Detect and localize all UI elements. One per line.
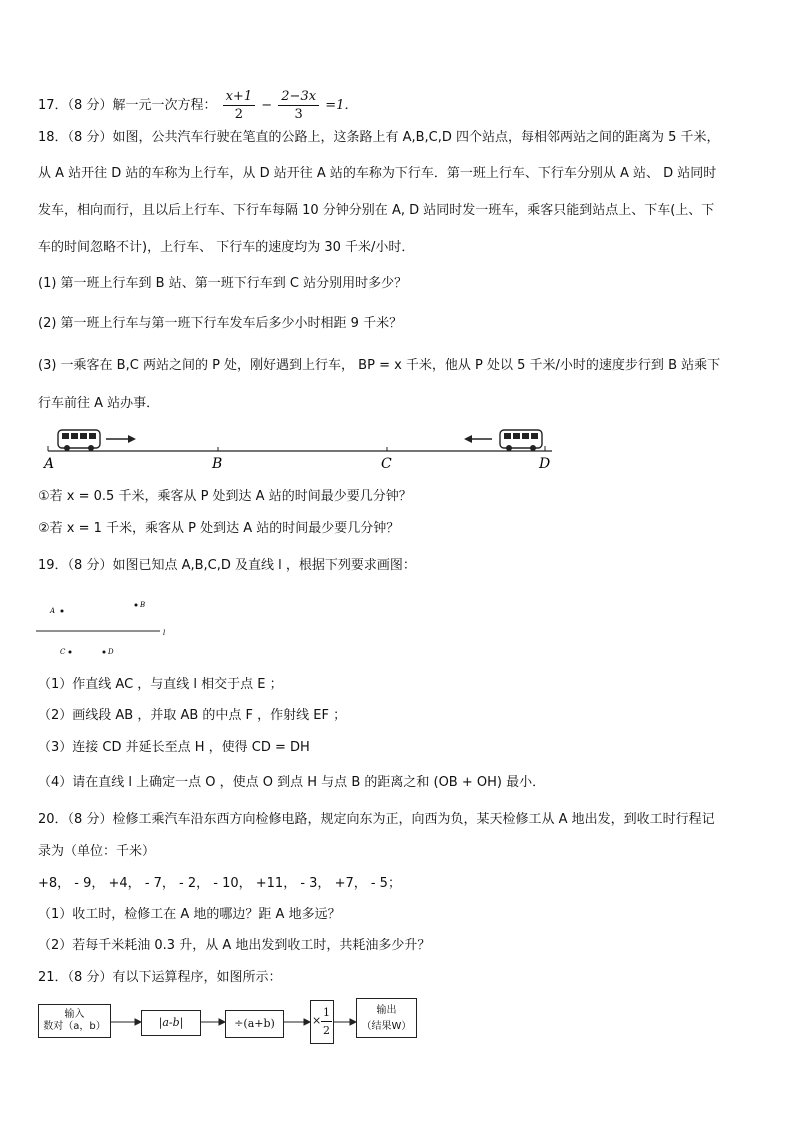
bus-icon-downward xyxy=(500,430,542,451)
q19-item-1: （1）作直线 AC ，与直线 l 相交于点 E ； xyxy=(38,677,283,692)
q19-intro: 19．（8 分）如图已知点 A,B,C,D 及直线 l ，根据下列要求画图： xyxy=(38,558,416,573)
point-a xyxy=(61,610,64,613)
flow-multiply-sign: × xyxy=(312,1014,322,1027)
flow-output-title: 输出 xyxy=(376,1005,397,1016)
q18-line-4: 车的时间忽略不计)，上行车、 下行车的速度均为 30 千米/小时． xyxy=(38,240,415,255)
point-b xyxy=(135,604,138,607)
q20-values: +8， - 9， +4， - 7， - 2， - 10， +11， - 3， +7， - 5； xyxy=(38,876,401,891)
q19-item-3: （3）连接 CD 并延长至点 H ，使得 CD = DH xyxy=(38,740,310,755)
q19-item-2: （2）画线段 AB ，并取 AB 的中点 F ，作射线 EF ； xyxy=(38,708,347,723)
flow-output-result: （结果W） xyxy=(361,1021,412,1032)
flow-half-fraction xyxy=(321,1004,332,1040)
q18-road-diagram xyxy=(40,424,560,474)
point-label-a: A xyxy=(50,607,56,615)
station-label-b: B xyxy=(212,456,223,472)
flow-input-pair: 数对（a，b） xyxy=(43,1021,106,1032)
q20-part-1: （1）收工时，检修工在 A 地的哪边？距 A 地多远？ xyxy=(38,907,341,922)
q18-part-3-line-2: 行车前往 A 站办事． xyxy=(38,396,160,411)
q17-prefix: 17．（8 分）解一元一次方程： xyxy=(38,98,217,113)
q17-rhs: =1． xyxy=(325,98,358,113)
q18-part-2: (2) 第一班上行车与第一班下行车发车后多少小时相距 9 千米？ xyxy=(38,316,403,331)
station-label-a: A xyxy=(44,456,55,472)
q17-fraction-2 xyxy=(278,88,319,123)
arrow-left-icon xyxy=(464,435,492,443)
station-label-c: C xyxy=(381,456,392,472)
point-label-b: B xyxy=(140,601,146,609)
q18-line-3: 发车，相向而行，且以后上行车、下行车每隔 10 分钟分别在 A, D 站同时发一班车，乘客只能到站点上、下车(上、下 xyxy=(38,203,715,218)
q20-part-2: （2）若每千米耗油 0.3 升，从 A 地出发到收工时，共耗油多少升？ xyxy=(38,938,431,953)
flow-input-box xyxy=(38,1004,111,1038)
q17-fraction-1 xyxy=(223,88,256,123)
point-d xyxy=(103,651,106,654)
q17-minus: − xyxy=(261,98,273,113)
q18-sub-2: ②若 x = 1 千米，乘客从 P 处到达 A 站的时间最少要几分钟？ xyxy=(38,521,400,536)
q18-sub-1: ①若 x = 0.5 千米，乘客从 P 处到达 A 站的时间最少要几分钟？ xyxy=(38,489,412,504)
station-label-d: D xyxy=(539,456,551,472)
q19-points-diagram xyxy=(36,596,176,658)
q18-part-3-line-1: (3) 一乘客在 B,C 两站之间的 P 处，刚好遇到上行车， BP = x 千米，他从 P 处以 5 千米/小时的速度步行到 B 站乘下 xyxy=(38,358,721,373)
q18-line-2: 从 A 站开往 D 站的车称为上行车，从 D 站开往 A 站的车称为下行车．第一班上行车、下行车分别从 A 站、 D 站同时 xyxy=(38,166,717,181)
point-label-c: C xyxy=(60,648,66,656)
q18-part-1: (1) 第一班上行车到 B 站、第一班下行车到 C 站分别用时多少？ xyxy=(38,276,408,291)
bus-icon-upward xyxy=(58,430,100,451)
q17-frac1-numerator: x+1 xyxy=(223,88,256,106)
q17-frac2-denominator: 3 xyxy=(294,107,303,122)
q17-frac1-denominator: 2 xyxy=(234,107,243,122)
q18-line-1: 18．（8 分）如图，公共汽车行驶在笔直的公路上，这条路上有 A,B,C,D 四个站点，每相邻两站之间的距离为 5 千米， xyxy=(38,130,720,145)
flow-half-denominator: 2 xyxy=(323,1024,330,1037)
q19-item-4: （4）请在直线 l 上确定一点 O ，使点 O 到点 H 与点 B 的距离之和 (OB + OH) 最小． xyxy=(38,775,546,790)
flow-output-box xyxy=(356,998,417,1038)
flow-input-title: 输入 xyxy=(64,1009,85,1020)
flow-abs-box xyxy=(141,1010,201,1036)
q20-line-2: 录为（单位：千米） xyxy=(38,844,156,859)
q17-frac2-numerator: 2−3x xyxy=(278,88,319,106)
arrow-right-icon xyxy=(106,435,136,443)
q17-equation xyxy=(38,88,357,123)
flow-half-numerator: 1 xyxy=(321,1004,332,1022)
point-c xyxy=(69,651,72,654)
q21-intro: 21．（8 分）有以下运算程序，如图所示： xyxy=(38,970,282,985)
flow-divide-box xyxy=(225,1010,284,1038)
point-label-d: D xyxy=(108,648,114,656)
q20-line-1: 20．（8 分）检修工乘汽车沿东西方向检修电路，规定向东为正，向西为负，某天检修工从 A 地出发，到收工时行程记 xyxy=(38,812,715,827)
flow-multiply-box xyxy=(310,1000,334,1044)
flow-divide-text: ÷(a+b) xyxy=(234,1017,275,1030)
line-label-l: l xyxy=(163,629,166,637)
flow-abs-text: |a-b| xyxy=(158,1016,184,1029)
